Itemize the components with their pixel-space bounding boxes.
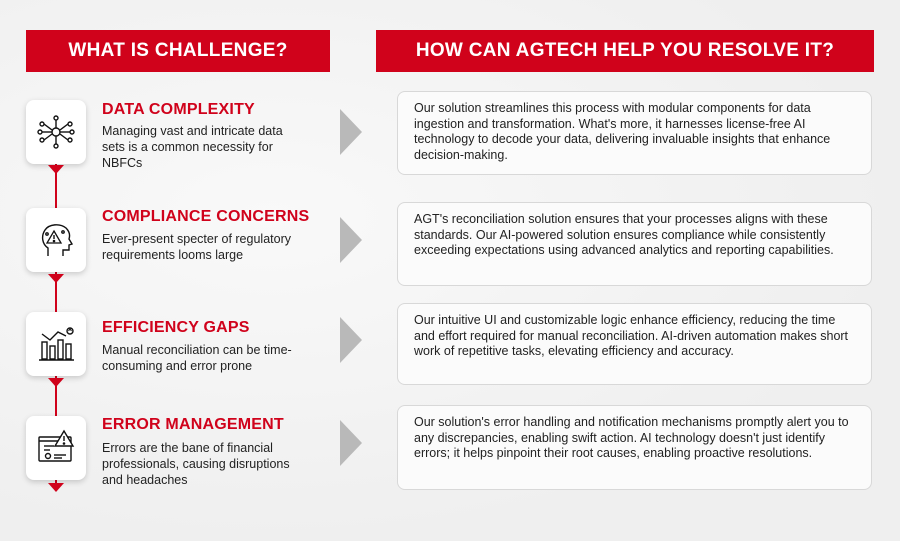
bar-chart-icon	[26, 312, 86, 376]
head-warning-icon	[26, 208, 86, 272]
challenge-description: Managing vast and intricate data sets is a common necessity for NBFCs	[102, 124, 283, 170]
solution-card: Our solution streamlines this process with modular components for data ingestion and transformation. What's more, it harnesses license-free AI technology to decode your data, delivering invaluable insights that enhance decision-making.	[397, 91, 872, 175]
data-network-icon	[26, 100, 86, 164]
solution-card: Our solution's error handling and notification mechanisms promptly alert you to any discrepancies, enabling swift action. AI technology doesn't just identify errors; it helps pinpoint their root causes, enabling proactive resolutions.	[397, 405, 872, 490]
challenge-description: Errors are the bane of financial professionals, causing disruptions and headaches	[102, 441, 290, 487]
browser-warning-icon	[26, 416, 86, 480]
chevron-right-icon	[340, 109, 362, 155]
timeline-arrow	[48, 165, 64, 174]
chevron-right-icon	[340, 420, 362, 466]
solution-card: Our intuitive UI and customizable logic enhance efficiency, reducing the time and effort required for manual reconciliation. AI-driven automation makes short work of repetitive tasks, elevating efficiency and accuracy.	[397, 303, 872, 385]
solution-header: HOW CAN AGTECH HELP YOU RESOLVE IT?	[376, 30, 874, 72]
timeline-arrow	[48, 274, 64, 283]
timeline-arrow	[48, 378, 64, 387]
challenge-description: Manual reconciliation can be time-consuming and error prone	[102, 343, 292, 373]
challenge-title: DATA COMPLEXITY	[102, 101, 255, 118]
chevron-right-icon	[340, 317, 362, 363]
solution-card: AGT's reconciliation solution ensures that your processes aligns with these standards. Our AI-powered solution ensures compliance while consistently exceeding expectations using advanced analytics and reporting capabilities.	[397, 202, 872, 286]
challenge-title: EFFICIENCY GAPS	[102, 319, 250, 336]
chevron-right-icon	[340, 217, 362, 263]
challenge-header: WHAT IS CHALLENGE?	[26, 30, 330, 72]
challenge-title: ERROR MANAGEMENT	[102, 416, 284, 433]
timeline-arrow	[48, 483, 64, 492]
challenge-title: COMPLIANCE CONCERNS	[102, 208, 310, 225]
challenge-description: Ever-present specter of regulatory requirements looms large	[102, 232, 291, 262]
